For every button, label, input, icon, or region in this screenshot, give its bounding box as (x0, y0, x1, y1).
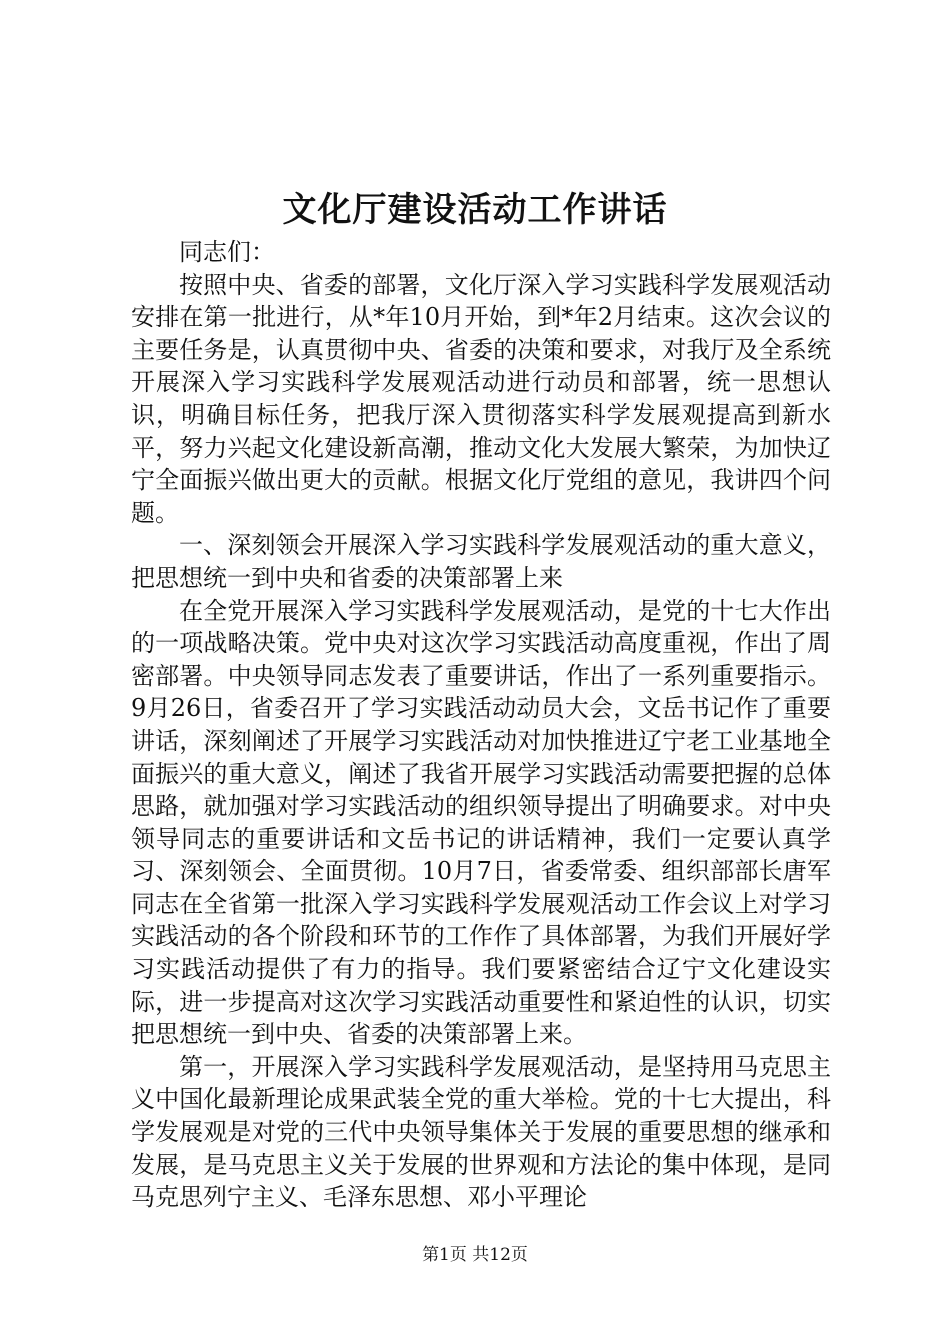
document-body (131, 236, 831, 1214)
page-number-footer: 第1页 共12页 (422, 1245, 528, 1265)
intro-paragraph: 按照中央、省委的部署，文化厅深入学习实践科学发展观活动安排在第一批进行，从*年10月开始，到*年2月结束。这次会议的主要任务是，认真贯彻中央、省委的决策和要求，对我厅及全系统开展深入学习实践科学发展观活动进行动员和部署，统一思想认识，明确目标任务，把我厅深入贯彻落实科学发展观提高到新水平，努力兴起文化建设新高潮，推动文化大发展大繁荣，为加快辽宁全面振兴做出更大的贡献。根据文化厅党组的意见，我讲四个问题。 (131, 270, 831, 527)
document-title: 文化厅建设活动工作讲话 (282, 190, 668, 230)
body-paragraph: 第一，开展深入学习实践科学发展观活动，是坚持用马克思主义中国化最新理论成果武装全党的重大举检。党的十七大提出，科学发展观是对党的三代中央领导集体关于发展的重要思想的继承和发展，是马克思主义关于发展的世界观和方法论的集中体现，是同马克思列宁主义、毛泽东思想、邓小平理论 (131, 1052, 831, 1212)
salutation-paragraph: 同志们： (179, 238, 275, 266)
body-paragraph: 在全党开展深入学习实践科学发展观活动，是党的十七大作出的一项战略决策。党中央对这次学习实践活动高度重视，作出了周密部署。中央领导同志发表了重要讲话，作出了一系列重要指示。9月26日，省委召开了学习实践活动动员大会，文岳书记作了重要讲话，深刻阐述了开展学习实践活动对加快推进辽宁老工业基地全面振兴的重大意义，阐述了我省开展学习实践活动需要把握的总体思路，就加强对学习实践活动的组织领导提出了明确要求。对中央领导同志的重要讲话和文岳书记的讲话精神，我们一定要认真学习、深刻领会、全面贯彻。10月7日，省委常委、组织部部长唐军同志在全省第一批深入学习实践科学发展观活动工作会议上对学习实践活动的各个阶段和环节的工作作了具体部署，为我们开展好学习实践活动提供了有力的指导。我们要紧密结合辽宁文化建设实际，进一步提高对这次学习实践活动重要性和紧迫性的认识，切实把思想统一到中央、省委的决策部署上来。 (131, 596, 831, 1049)
section-heading-1: 一、深刻领会开展深入学习实践科学发展观活动的重大意义，把思想统一到中央和省委的决策部署上来 (131, 531, 831, 592)
